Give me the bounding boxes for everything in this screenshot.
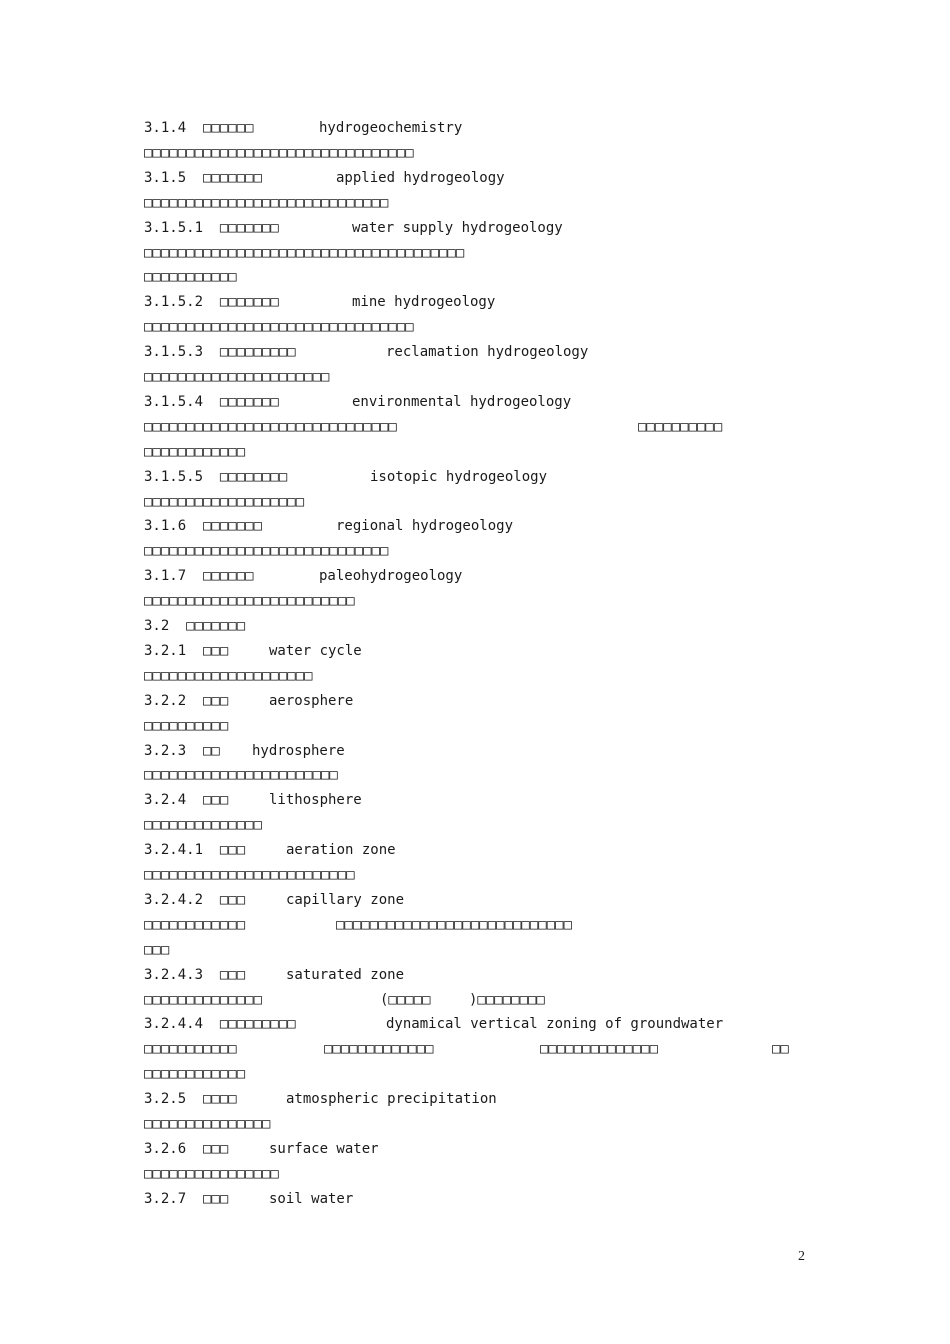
line-lead-text: 3.2.6 □□□ [144, 1140, 229, 1157]
line-lead-text: □□□□□□□□□□□□□□□ [144, 1116, 271, 1132]
line-segment-text: reclamation hydrogeology [386, 344, 589, 361]
line-lead-text: 3.2.2 □□□ [144, 692, 229, 709]
line-segment-text: □□□□□□□□□□□□□□ [540, 1041, 659, 1058]
line-segment-text: paleohydrogeology [319, 568, 463, 585]
line-segment-text: aerosphere [269, 692, 354, 709]
line-lead-text: 3.2.4.4 □□□□□□□□□ [144, 1016, 296, 1033]
line-lead-text: 3.1.5 □□□□□□□ [144, 169, 263, 186]
line-lead-text: □□□□□□□□□□□□□□□□□□□□□□□□□ [144, 867, 355, 883]
line-lead-text: 3.2.4 □□□ [144, 792, 229, 809]
line-segment-text: capillary zone [286, 891, 405, 908]
line-lead-text: 3.1.5.2 □□□□□□□ [144, 294, 279, 311]
line-lead-text: □□□□□□□□□□□□ [144, 1066, 246, 1083]
line-lead-text: 3.2.7 □□□ [144, 1190, 229, 1207]
line-segment-text: atmospheric precipitation [286, 1091, 497, 1108]
line-segment-text: hydrogeochemistry [319, 120, 463, 136]
line-lead-text: □□□□□□□□□□□□□□□□□□□□□□□ [144, 767, 338, 784]
line-segment-text: environmental hydrogeology [352, 393, 572, 410]
line-lead-text: 3.2.4.1 □□□ [144, 842, 246, 859]
line-segment-text: hydrosphere [252, 742, 345, 759]
line-lead-text: 3.2 □□□□□□□ [144, 618, 246, 634]
line-lead-text: 3.1.5.4 □□□□□□□ [144, 393, 279, 410]
line-lead-text: □□□□□□□□□□ [144, 717, 229, 734]
line-segment-text: □□□□□□□□□□□□□□□□□□□□□□□□□□□□ [336, 916, 573, 933]
line-lead-text: 3.1.5.1 □□□□□□□ [144, 219, 279, 236]
page-number: 2 [798, 1249, 805, 1264]
line-lead-text: □□□ [144, 941, 170, 958]
line-segment-text: applied hydrogeology [336, 169, 505, 186]
line-lead-text: □□□□□□□□□□□□□□□□□□□□□□□□□□□□□□□□ [144, 319, 414, 336]
line-segment-text: surface water [269, 1140, 379, 1157]
line-segment-text: water supply hydrogeology [352, 219, 563, 236]
line-lead-text: □□□□□□□□□□□□□□□□□□□□□□□□□□□□□□ [144, 418, 397, 435]
line-lead-text: 3.1.7 □□□□□□ [144, 568, 254, 585]
line-segment-text: saturated zone [286, 966, 405, 983]
line-segment-text: □□□□□□□□□□ [638, 418, 723, 435]
line-segment-text: dynamical vertical zoning of groundwater [386, 1016, 724, 1033]
line-lead-text: □□□□□□□□□□□□□□□□□□□□□□□□□□□□□□□□□□□□□□ [144, 244, 465, 261]
line-lead-text: 3.1.6 □□□□□□□ [144, 518, 263, 535]
line-lead-text: □□□□□□□□□□□□□□□□□□□□□□□□□□□□□ [144, 543, 389, 560]
line-lead-text: □□□□□□□□□□□□□□□□□□□□ [144, 667, 313, 684]
line-lead-text: □□□□□□□□□□□□□□□□□□□□□□ [144, 369, 330, 385]
line-segment-text: □□ [772, 1041, 789, 1058]
line-segment-text: (□□□□□ [380, 991, 431, 1008]
line-segment-text: )□□□□□□□□ [469, 991, 545, 1008]
line-segment-text: □□□□□□□□□□□□□ [324, 1041, 434, 1058]
line-segment-text: regional hydrogeology [336, 518, 514, 535]
line-lead-text: □□□□□□□□□□□□ [144, 916, 246, 933]
line-lead-text: □□□□□□□□□□□□ [144, 443, 246, 460]
line-lead-text: □□□□□□□□□□□□□□□□□□□ [144, 493, 305, 510]
line-segment-text: aeration zone [286, 842, 396, 859]
line-lead-text: 3.2.3 □□ [144, 742, 220, 759]
line-lead-text: □□□□□□□□□□□□□□ [144, 817, 263, 834]
line-segment-text: lithosphere [269, 792, 362, 809]
line-lead-text: □□□□□□□□□□□□□□ [144, 991, 263, 1008]
line-lead-text: □□□□□□□□□□□ [144, 1041, 237, 1058]
line-segment-text: mine hydrogeology [352, 294, 496, 311]
line-segment-text: isotopic hydrogeology [370, 468, 548, 485]
line-lead-text: 3.1.5.3 □□□□□□□□□ [144, 344, 296, 361]
line-lead-text: □□□□□□□□□□□□□□□□□□□□□□□□□ [144, 593, 355, 610]
line-lead-text: □□□□□□□□□□□ [144, 269, 237, 286]
line-lead-text: 3.1.4 □□□□□□ [144, 120, 254, 136]
line-lead-text: □□□□□□□□□□□□□□□□□□□□□□□□□□□□□□□□ [144, 144, 414, 161]
line-lead-text: 3.2.4.3 □□□ [144, 966, 246, 983]
line-lead-text: □□□□□□□□□□□□□□□□□□□□□□□□□□□□□ [144, 194, 389, 211]
line-lead-text: 3.2.4.2 □□□ [144, 891, 246, 908]
line-lead-text: 3.2.1 □□□ [144, 642, 229, 659]
line-lead-text: □□□□□□□□□□□□□□□□ [144, 1165, 279, 1182]
line-lead-text: 3.2.5 □□□□ [144, 1091, 237, 1108]
line-segment-text: water cycle [269, 642, 362, 659]
line-segment-text: soil water [269, 1190, 354, 1207]
line-lead-text: 3.1.5.5 □□□□□□□□ [144, 468, 288, 485]
